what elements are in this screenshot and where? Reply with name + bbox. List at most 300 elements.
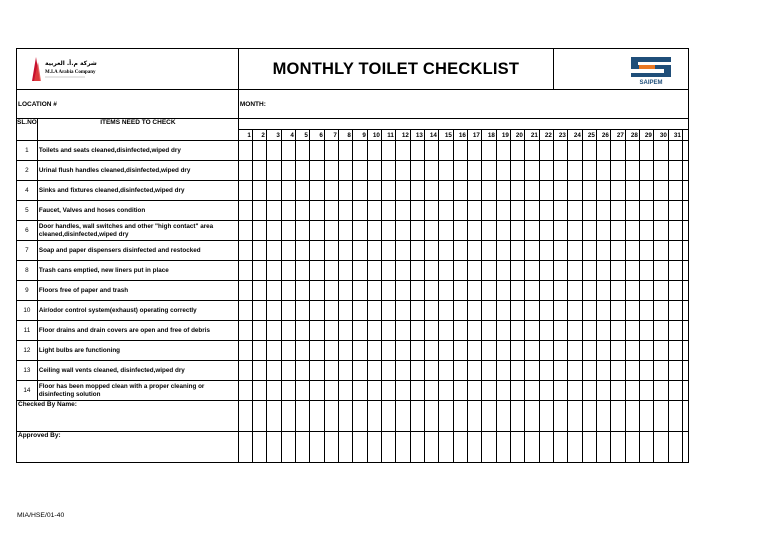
day-check-cell[interactable] (266, 321, 281, 341)
day-check-cell[interactable] (610, 141, 625, 161)
day-check-cell[interactable] (238, 301, 252, 321)
signature-day-cell[interactable] (381, 401, 395, 432)
day-check-cell[interactable] (266, 141, 281, 161)
day-check-cell[interactable] (653, 261, 668, 281)
day-check-cell[interactable] (596, 301, 610, 321)
day-check-cell[interactable] (625, 181, 639, 201)
signature-day-cell[interactable] (567, 432, 582, 463)
day-check-cell[interactable] (281, 161, 295, 181)
day-check-cell[interactable] (438, 261, 453, 281)
day-check-cell[interactable] (410, 141, 424, 161)
day-check-cell[interactable] (410, 301, 424, 321)
day-check-cell[interactable] (496, 201, 510, 221)
day-check-cell[interactable] (410, 181, 424, 201)
day-check-cell[interactable] (596, 161, 610, 181)
day-check-cell[interactable] (252, 321, 266, 341)
day-check-cell[interactable] (438, 321, 453, 341)
day-check-cell[interactable] (338, 261, 352, 281)
day-check-cell[interactable] (639, 281, 653, 301)
day-check-cell[interactable] (610, 341, 625, 361)
day-check-cell[interactable] (567, 261, 582, 281)
day-check-cell[interactable] (467, 221, 481, 241)
day-check-cell[interactable] (668, 361, 682, 381)
day-check-cell[interactable] (295, 141, 309, 161)
day-check-cell[interactable] (539, 381, 553, 401)
day-check-cell[interactable] (668, 341, 682, 361)
day-check-cell[interactable] (596, 321, 610, 341)
day-check-cell[interactable] (410, 261, 424, 281)
day-check-cell[interactable] (367, 341, 381, 361)
day-check-cell[interactable] (510, 241, 524, 261)
day-check-cell[interactable] (524, 201, 539, 221)
day-check-cell[interactable] (668, 161, 682, 181)
day-check-cell[interactable] (381, 181, 395, 201)
day-check-cell[interactable] (295, 201, 309, 221)
signature-day-cell[interactable] (410, 432, 424, 463)
day-check-cell[interactable] (295, 261, 309, 281)
day-check-cell[interactable] (539, 201, 553, 221)
day-check-cell[interactable] (524, 341, 539, 361)
day-check-cell[interactable] (524, 241, 539, 261)
day-check-cell[interactable] (252, 221, 266, 241)
day-check-cell[interactable] (582, 341, 596, 361)
day-check-cell[interactable] (453, 141, 467, 161)
day-check-cell[interactable] (352, 361, 367, 381)
day-check-cell[interactable] (424, 341, 438, 361)
day-check-cell[interactable] (553, 201, 567, 221)
day-check-cell[interactable] (496, 181, 510, 201)
day-check-cell[interactable] (668, 141, 682, 161)
day-check-cell[interactable] (467, 181, 481, 201)
day-check-cell[interactable] (453, 381, 467, 401)
day-check-cell[interactable] (510, 361, 524, 381)
day-check-cell[interactable] (252, 201, 266, 221)
day-check-cell[interactable] (338, 381, 352, 401)
day-check-cell[interactable] (309, 381, 324, 401)
day-check-cell[interactable] (668, 281, 682, 301)
day-check-cell[interactable] (281, 341, 295, 361)
day-check-cell[interactable] (352, 281, 367, 301)
day-check-cell[interactable] (668, 301, 682, 321)
day-check-cell[interactable] (324, 201, 338, 221)
day-check-cell[interactable] (668, 221, 682, 241)
day-check-cell[interactable] (453, 281, 467, 301)
day-check-cell[interactable] (582, 261, 596, 281)
day-check-cell[interactable] (424, 221, 438, 241)
day-check-cell[interactable] (668, 201, 682, 221)
day-check-cell[interactable] (395, 301, 410, 321)
day-check-cell[interactable] (410, 241, 424, 261)
signature-day-cell[interactable] (625, 432, 639, 463)
signature-day-cell[interactable] (295, 401, 309, 432)
day-check-cell[interactable] (481, 281, 496, 301)
approved-by-label[interactable]: Approved By: (17, 432, 239, 463)
day-check-cell[interactable] (467, 341, 481, 361)
day-check-cell[interactable] (309, 141, 324, 161)
day-check-cell[interactable] (281, 381, 295, 401)
day-check-cell[interactable] (610, 241, 625, 261)
signature-day-cell[interactable] (610, 432, 625, 463)
day-check-cell[interactable] (395, 361, 410, 381)
day-check-cell[interactable] (639, 301, 653, 321)
signature-day-cell[interactable] (524, 401, 539, 432)
day-check-cell[interactable] (496, 361, 510, 381)
day-check-cell[interactable] (338, 321, 352, 341)
day-check-cell[interactable] (324, 381, 338, 401)
day-check-cell[interactable] (510, 301, 524, 321)
day-check-cell[interactable] (553, 181, 567, 201)
day-check-cell[interactable] (281, 281, 295, 301)
day-check-cell[interactable] (352, 181, 367, 201)
day-check-cell[interactable] (410, 161, 424, 181)
signature-day-cell[interactable] (553, 432, 567, 463)
day-check-cell[interactable] (453, 341, 467, 361)
signature-day-cell[interactable] (238, 432, 252, 463)
day-check-cell[interactable] (381, 281, 395, 301)
day-check-cell[interactable] (467, 141, 481, 161)
day-check-cell[interactable] (582, 161, 596, 181)
day-check-cell[interactable] (438, 241, 453, 261)
day-check-cell[interactable] (510, 181, 524, 201)
signature-day-cell[interactable] (281, 401, 295, 432)
day-check-cell[interactable] (266, 301, 281, 321)
signature-day-cell[interactable] (438, 432, 453, 463)
signature-day-cell[interactable] (324, 401, 338, 432)
day-check-cell[interactable] (496, 221, 510, 241)
day-check-cell[interactable] (352, 201, 367, 221)
signature-day-cell[interactable] (367, 432, 381, 463)
signature-day-cell[interactable] (324, 432, 338, 463)
day-check-cell[interactable] (453, 201, 467, 221)
day-check-cell[interactable] (338, 301, 352, 321)
signature-day-cell[interactable] (266, 432, 281, 463)
day-check-cell[interactable] (281, 261, 295, 281)
day-check-cell[interactable] (567, 301, 582, 321)
day-check-cell[interactable] (381, 221, 395, 241)
day-check-cell[interactable] (639, 241, 653, 261)
day-check-cell[interactable] (438, 361, 453, 381)
day-check-cell[interactable] (625, 161, 639, 181)
day-check-cell[interactable] (496, 341, 510, 361)
day-check-cell[interactable] (625, 281, 639, 301)
signature-day-cell[interactable] (467, 401, 481, 432)
day-check-cell[interactable] (395, 141, 410, 161)
day-check-cell[interactable] (352, 261, 367, 281)
day-check-cell[interactable] (238, 201, 252, 221)
signature-day-cell[interactable] (496, 432, 510, 463)
signature-day-cell[interactable] (309, 401, 324, 432)
signature-day-cell[interactable] (252, 432, 266, 463)
day-check-cell[interactable] (266, 361, 281, 381)
day-check-cell[interactable] (653, 301, 668, 321)
day-check-cell[interactable] (381, 261, 395, 281)
day-check-cell[interactable] (381, 321, 395, 341)
day-check-cell[interactable] (410, 361, 424, 381)
day-check-cell[interactable] (295, 361, 309, 381)
signature-day-cell[interactable] (668, 401, 682, 432)
day-check-cell[interactable] (553, 161, 567, 181)
day-check-cell[interactable] (338, 361, 352, 381)
day-check-cell[interactable] (352, 241, 367, 261)
day-check-cell[interactable] (582, 281, 596, 301)
day-check-cell[interactable] (496, 261, 510, 281)
day-check-cell[interactable] (266, 281, 281, 301)
day-check-cell[interactable] (395, 161, 410, 181)
day-check-cell[interactable] (553, 261, 567, 281)
day-check-cell[interactable] (467, 201, 481, 221)
day-check-cell[interactable] (367, 221, 381, 241)
day-check-cell[interactable] (610, 221, 625, 241)
day-check-cell[interactable] (381, 141, 395, 161)
day-check-cell[interactable] (510, 261, 524, 281)
day-check-cell[interactable] (324, 141, 338, 161)
signature-day-cell[interactable] (668, 432, 682, 463)
day-check-cell[interactable] (324, 321, 338, 341)
day-check-cell[interactable] (653, 181, 668, 201)
day-check-cell[interactable] (510, 321, 524, 341)
day-check-cell[interactable] (467, 281, 481, 301)
day-check-cell[interactable] (653, 221, 668, 241)
signature-day-cell[interactable] (653, 401, 668, 432)
day-check-cell[interactable] (496, 141, 510, 161)
day-check-cell[interactable] (567, 141, 582, 161)
day-check-cell[interactable] (309, 321, 324, 341)
day-check-cell[interactable] (567, 381, 582, 401)
day-check-cell[interactable] (295, 381, 309, 401)
day-check-cell[interactable] (639, 381, 653, 401)
signature-day-cell[interactable] (338, 401, 352, 432)
day-check-cell[interactable] (567, 361, 582, 381)
signature-day-cell[interactable] (252, 401, 266, 432)
day-check-cell[interactable] (610, 281, 625, 301)
signature-day-cell[interactable] (453, 432, 467, 463)
signature-day-cell[interactable] (238, 401, 252, 432)
day-check-cell[interactable] (252, 341, 266, 361)
day-check-cell[interactable] (252, 141, 266, 161)
day-check-cell[interactable] (467, 241, 481, 261)
day-check-cell[interactable] (639, 201, 653, 221)
day-check-cell[interactable] (295, 321, 309, 341)
day-check-cell[interactable] (281, 221, 295, 241)
signature-day-cell[interactable] (467, 432, 481, 463)
day-check-cell[interactable] (539, 261, 553, 281)
day-check-cell[interactable] (438, 161, 453, 181)
day-check-cell[interactable] (424, 321, 438, 341)
day-check-cell[interactable] (596, 221, 610, 241)
day-check-cell[interactable] (524, 181, 539, 201)
day-check-cell[interactable] (639, 261, 653, 281)
day-check-cell[interactable] (367, 361, 381, 381)
day-check-cell[interactable] (367, 321, 381, 341)
signature-day-cell[interactable] (639, 401, 653, 432)
day-check-cell[interactable] (381, 301, 395, 321)
day-check-cell[interactable] (582, 321, 596, 341)
day-check-cell[interactable] (582, 381, 596, 401)
day-check-cell[interactable] (481, 141, 496, 161)
day-check-cell[interactable] (553, 221, 567, 241)
day-check-cell[interactable] (338, 201, 352, 221)
day-check-cell[interactable] (309, 261, 324, 281)
signature-day-cell[interactable] (367, 401, 381, 432)
day-check-cell[interactable] (238, 141, 252, 161)
day-check-cell[interactable] (668, 241, 682, 261)
day-check-cell[interactable] (352, 161, 367, 181)
day-check-cell[interactable] (424, 381, 438, 401)
signature-day-cell[interactable] (281, 432, 295, 463)
signature-day-cell[interactable] (524, 432, 539, 463)
day-check-cell[interactable] (539, 301, 553, 321)
day-check-cell[interactable] (467, 321, 481, 341)
day-check-cell[interactable] (252, 281, 266, 301)
day-check-cell[interactable] (324, 361, 338, 381)
day-check-cell[interactable] (295, 281, 309, 301)
day-check-cell[interactable] (252, 161, 266, 181)
day-check-cell[interactable] (610, 161, 625, 181)
day-check-cell[interactable] (395, 341, 410, 361)
day-check-cell[interactable] (352, 221, 367, 241)
day-check-cell[interactable] (238, 161, 252, 181)
day-check-cell[interactable] (668, 181, 682, 201)
day-check-cell[interactable] (410, 381, 424, 401)
day-check-cell[interactable] (324, 221, 338, 241)
day-check-cell[interactable] (582, 301, 596, 321)
signature-day-cell[interactable] (510, 401, 524, 432)
day-check-cell[interactable] (653, 381, 668, 401)
day-check-cell[interactable] (281, 321, 295, 341)
day-check-cell[interactable] (453, 221, 467, 241)
day-check-cell[interactable] (295, 341, 309, 361)
day-check-cell[interactable] (553, 241, 567, 261)
day-check-cell[interactable] (281, 301, 295, 321)
day-check-cell[interactable] (539, 221, 553, 241)
day-check-cell[interactable] (295, 181, 309, 201)
day-check-cell[interactable] (266, 221, 281, 241)
day-check-cell[interactable] (438, 201, 453, 221)
day-check-cell[interactable] (639, 361, 653, 381)
day-check-cell[interactable] (610, 321, 625, 341)
day-check-cell[interactable] (596, 361, 610, 381)
day-check-cell[interactable] (496, 301, 510, 321)
signature-day-cell[interactable] (610, 401, 625, 432)
day-check-cell[interactable] (453, 361, 467, 381)
signature-day-cell[interactable] (653, 432, 668, 463)
day-check-cell[interactable] (252, 261, 266, 281)
day-check-cell[interactable] (653, 321, 668, 341)
signature-day-cell[interactable] (582, 401, 596, 432)
day-check-cell[interactable] (424, 201, 438, 221)
signature-day-cell[interactable] (381, 432, 395, 463)
signature-day-cell[interactable] (567, 401, 582, 432)
day-check-cell[interactable] (410, 321, 424, 341)
day-check-cell[interactable] (539, 181, 553, 201)
day-check-cell[interactable] (395, 281, 410, 301)
signature-day-cell[interactable] (582, 432, 596, 463)
day-check-cell[interactable] (481, 341, 496, 361)
day-check-cell[interactable] (324, 301, 338, 321)
day-check-cell[interactable] (524, 281, 539, 301)
day-check-cell[interactable] (295, 301, 309, 321)
day-check-cell[interactable] (266, 201, 281, 221)
signature-day-cell[interactable] (596, 401, 610, 432)
day-check-cell[interactable] (338, 281, 352, 301)
day-check-cell[interactable] (582, 221, 596, 241)
day-check-cell[interactable] (553, 281, 567, 301)
day-check-cell[interactable] (324, 341, 338, 361)
day-check-cell[interactable] (467, 261, 481, 281)
day-check-cell[interactable] (453, 261, 467, 281)
day-check-cell[interactable] (653, 201, 668, 221)
day-check-cell[interactable] (467, 361, 481, 381)
day-check-cell[interactable] (395, 261, 410, 281)
day-check-cell[interactable] (238, 261, 252, 281)
signature-day-cell[interactable] (596, 432, 610, 463)
day-check-cell[interactable] (524, 361, 539, 381)
day-check-cell[interactable] (309, 341, 324, 361)
day-check-cell[interactable] (539, 161, 553, 181)
day-check-cell[interactable] (352, 381, 367, 401)
day-check-cell[interactable] (510, 221, 524, 241)
day-check-cell[interactable] (524, 261, 539, 281)
day-check-cell[interactable] (467, 161, 481, 181)
day-check-cell[interactable] (625, 201, 639, 221)
day-check-cell[interactable] (639, 181, 653, 201)
day-check-cell[interactable] (496, 381, 510, 401)
signature-day-cell[interactable] (395, 432, 410, 463)
day-check-cell[interactable] (352, 141, 367, 161)
day-check-cell[interactable] (596, 141, 610, 161)
day-check-cell[interactable] (367, 141, 381, 161)
day-check-cell[interactable] (309, 201, 324, 221)
day-check-cell[interactable] (610, 261, 625, 281)
day-check-cell[interactable] (367, 301, 381, 321)
day-check-cell[interactable] (567, 321, 582, 341)
day-check-cell[interactable] (424, 261, 438, 281)
day-check-cell[interactable] (625, 261, 639, 281)
day-check-cell[interactable] (238, 221, 252, 241)
day-check-cell[interactable] (453, 161, 467, 181)
signature-day-cell[interactable] (338, 432, 352, 463)
day-check-cell[interactable] (266, 241, 281, 261)
day-check-cell[interactable] (596, 201, 610, 221)
day-check-cell[interactable] (539, 341, 553, 361)
day-check-cell[interactable] (625, 221, 639, 241)
day-check-cell[interactable] (324, 181, 338, 201)
day-check-cell[interactable] (252, 301, 266, 321)
day-check-cell[interactable] (438, 181, 453, 201)
day-check-cell[interactable] (553, 381, 567, 401)
day-check-cell[interactable] (481, 201, 496, 221)
day-check-cell[interactable] (596, 241, 610, 261)
day-check-cell[interactable] (582, 361, 596, 381)
signature-day-cell[interactable] (395, 401, 410, 432)
day-check-cell[interactable] (481, 301, 496, 321)
day-check-cell[interactable] (510, 381, 524, 401)
day-check-cell[interactable] (266, 261, 281, 281)
day-check-cell[interactable] (309, 281, 324, 301)
day-check-cell[interactable] (238, 361, 252, 381)
signature-day-cell[interactable] (352, 401, 367, 432)
day-check-cell[interactable] (539, 141, 553, 161)
day-check-cell[interactable] (596, 281, 610, 301)
day-check-cell[interactable] (295, 221, 309, 241)
day-check-cell[interactable] (338, 141, 352, 161)
day-check-cell[interactable] (481, 181, 496, 201)
signature-day-cell[interactable] (410, 401, 424, 432)
day-check-cell[interactable] (653, 241, 668, 261)
day-check-cell[interactable] (653, 341, 668, 361)
day-check-cell[interactable] (324, 281, 338, 301)
day-check-cell[interactable] (252, 361, 266, 381)
